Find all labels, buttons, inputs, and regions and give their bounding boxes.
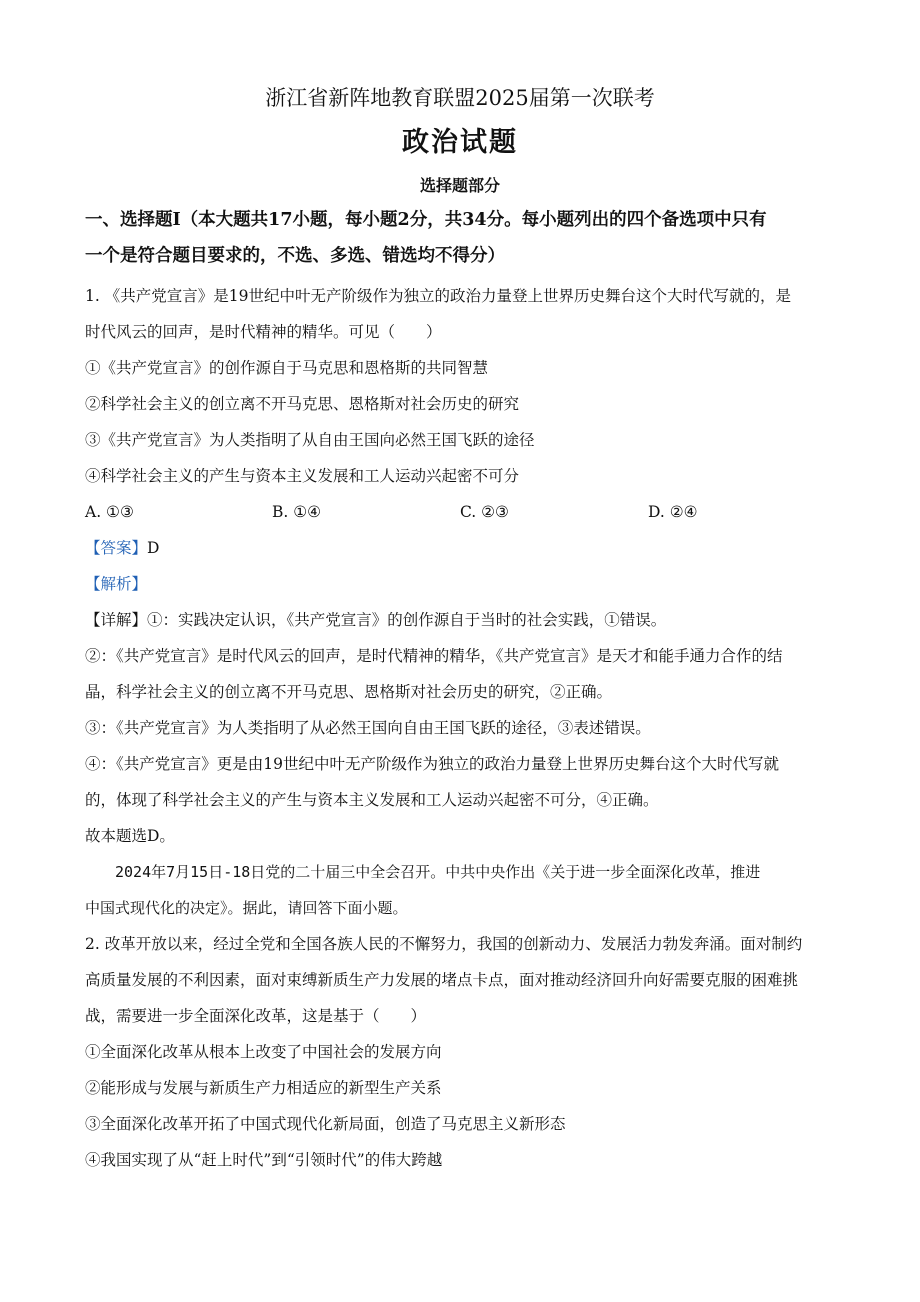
part-heading-line1: 一、选择题Ⅰ（本大题共17小题，每小题2分，共34分。每小题列出的四个备选项中只有 — [85, 210, 767, 230]
q2-stem-line1: 2. 改革开放以来，经过全党和全国各族人民的不懈努力，我国的创新动力、发展活力勃发奔涌。面对制约 — [85, 935, 803, 953]
answer-label: 【答案】 — [85, 539, 148, 557]
q2-item-4: ④我国实现了从“赶上时代”到“引领时代”的伟大跨越 — [85, 1151, 443, 1169]
q2-item-1: ①全面深化改革从根本上改变了中国社会的发展方向 — [85, 1043, 442, 1061]
q1-item-4: ④科学社会主义的产生与资本主义发展和工人运动兴起密不可分 — [85, 467, 520, 485]
q1-option-c: C. ②③ — [460, 503, 509, 521]
q1-item-3: ③《共产党宣言》为人类指明了从自由王国向必然王国飞跃的途径 — [85, 431, 535, 449]
q2-item-3: ③全面深化改革开拓了中国式现代化新局面，创造了马克思主义新形态 — [85, 1115, 566, 1133]
context-line2: 中国式现代化的决定》。据此，请回答下面小题。 — [85, 899, 408, 917]
subject-title: 政治试题 — [402, 127, 518, 158]
q2-stem-line2: 高质量发展的不利因素，面对束缚新质生产力发展的堵点卡点，面对推动经济回升向好需要克服的困难挑 — [85, 971, 799, 989]
q1-option-d: D. ②④ — [648, 503, 698, 521]
q2-stem-line3: 战，需要进一步全面深化改革，这是基于（ ） — [85, 1007, 427, 1025]
q1-detail-line5: ④：《共产党宣言》更是由19世纪中叶无产阶级作为独立的政治力量登上世界历史舞台这个大时代写就 — [85, 755, 779, 773]
q1-answer — [85, 538, 159, 558]
q1-option-a: A. ①③ — [85, 503, 134, 521]
section-title: 选择题部分 — [419, 176, 500, 195]
exam-title: 浙江省新阵地教育联盟2025届第一次联考 — [265, 86, 655, 110]
q1-detail-line1 — [85, 610, 666, 630]
q1-stem-line1: 1. 《共产党宣言》是19世纪中叶无产阶级作为独立的政治力量登上世界历史舞台这个大时代写就的，是 — [85, 287, 791, 305]
q1-item-2: ②科学社会主义的创立离不开马克思、恩格斯对社会历史的研究 — [85, 395, 520, 413]
q1-detail-line6: 的，体现了科学社会主义的产生与资本主义发展和工人运动兴起密不可分，④正确。 — [85, 791, 659, 809]
q1-conclusion: 故本题选D。 — [85, 827, 175, 845]
detail-label: 【详解】 — [85, 611, 148, 629]
q1-detail-line3: 晶，科学社会主义的创立离不开马克思、恩格斯对社会历史的研究，②正确。 — [85, 683, 613, 701]
q1-stem-line2: 时代风云的回声，是时代精神的精华。可见（ ） — [85, 323, 442, 341]
q1-option-b: B. ①④ — [272, 503, 322, 521]
q1-detail-line4: ③：《共产党宣言》为人类指明了从必然王国向自由王国飞跃的途径，③表述错误。 — [85, 719, 651, 737]
part-heading-line2: 一个是符合题目要求的，不选、多选、错选均不得分） — [85, 246, 505, 266]
q1-detail-line2: ②：《共产党宣言》是时代风云的回声，是时代精神的精华，《共产党宣言》是天才和能手通力合作的结 — [85, 647, 783, 665]
q2-item-2: ②能形成与发展与新质生产力相适应的新型生产关系 — [85, 1079, 442, 1097]
answer-value: D — [147, 539, 160, 557]
detail-text: ①：实践决定认识，《共产党宣言》的创作源自于当时的社会实践，①错误。 — [147, 611, 667, 629]
q1-item-1: ①《共产党宣言》的创作源自于马克思和恩格斯的共同智慧 — [85, 359, 489, 377]
context-line1: 2024年7月15日-18日党的二十届三中全会召开。中共中央作出《关于进一步全面深化改革，推进 — [115, 863, 761, 881]
analysis-label: 【解析】 — [85, 575, 148, 593]
